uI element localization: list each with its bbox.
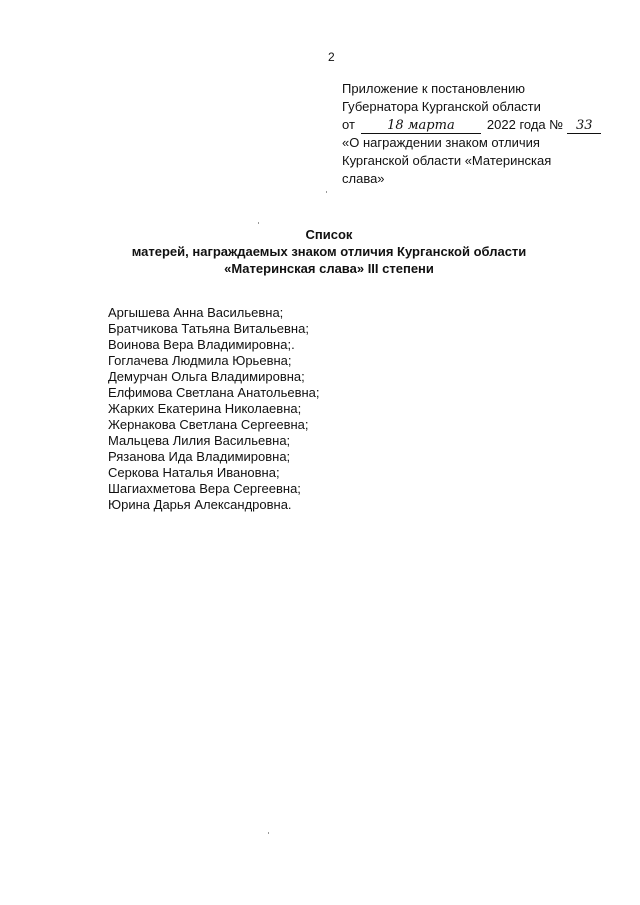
date-prefix: от: [342, 117, 355, 132]
list-item: Гоглачева Людмила Юрьевна;: [108, 353, 292, 368]
scan-speck: [268, 832, 269, 834]
list-item: Воинова Вера Владимировна;.: [108, 337, 295, 352]
appendix-line-5: Курганской области «Материнская: [342, 153, 552, 168]
title-line-1: Список: [305, 227, 353, 242]
page-number: 2: [328, 50, 335, 64]
document-title: [0, 226, 640, 277]
list-item: Серкова Наталья Ивановна;: [108, 465, 280, 480]
list-item: Мальцева Лилия Васильевна;: [108, 433, 291, 448]
handwritten-number: 33: [567, 119, 601, 134]
names-list: [108, 305, 320, 513]
list-item: Юрина Дарья Александровна.: [108, 497, 292, 512]
appendix-line-6: слава»: [342, 171, 385, 186]
appendix-header: [342, 80, 622, 188]
list-item: Жернакова Светлана Сергеевна;: [108, 417, 309, 432]
list-item: Рязанова Ида Владимировна;: [108, 449, 291, 464]
title-line-3: «Материнская слава» III степени: [224, 261, 434, 276]
list-item: Елфимова Светлана Анатольевна;: [108, 385, 320, 400]
year-text: 2022 года №: [486, 117, 564, 132]
appendix-line-4: «О награждении знаком отличия: [342, 135, 540, 150]
list-item: Демурчан Ольга Владимировна;: [108, 369, 305, 384]
handwritten-date: 18 марта: [361, 119, 481, 134]
scan-speck: [326, 191, 327, 193]
list-item: Шагиахметова Вера Сергеевна;: [108, 481, 301, 496]
scan-speck: [258, 222, 259, 224]
title-line-2: матерей, награждаемых знаком отличия Курганской области: [131, 244, 527, 259]
list-item: Аргышева Анна Васильевна;: [108, 305, 284, 320]
list-item: Жарких Екатерина Николаевна;: [108, 401, 302, 416]
appendix-date-line: [342, 116, 622, 134]
appendix-line-1: Приложение к постановлению: [342, 81, 525, 96]
list-item: Братчикова Татьяна Витальевна;: [108, 321, 309, 336]
appendix-line-2: Губернатора Курганской области: [342, 99, 541, 114]
